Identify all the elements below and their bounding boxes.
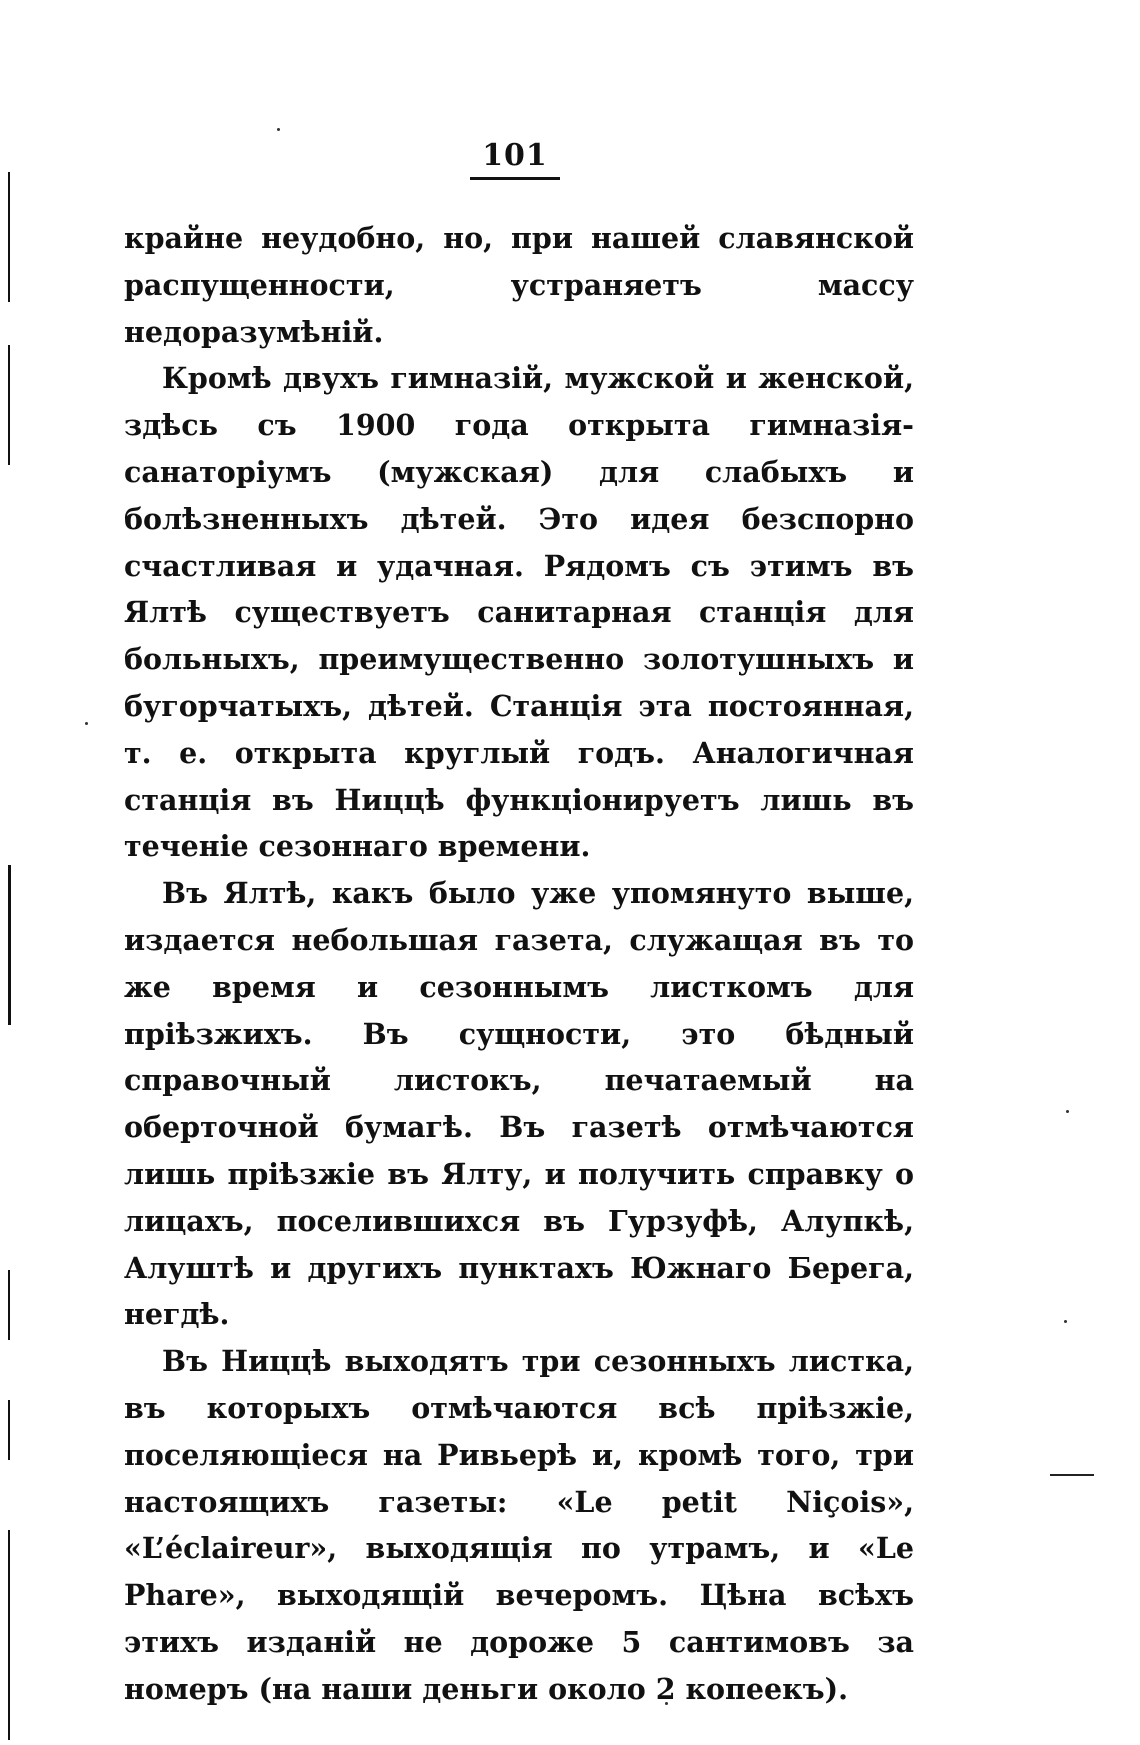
scan-edge-mark	[8, 1400, 10, 1460]
paragraph-continuation: крайне неудобно, но, при нашей славянской распущенности, устраняетъ массу недоразумѣній.	[124, 221, 914, 349]
paragraph-yalta-newspaper: Въ Ялтѣ, какъ было уже упомянуто выше, издается небольшая газета, служащая въ то же время и сезоннымъ листкомъ для пріѣзжихъ. Въ сущности, это бѣдный справочный листокъ, печатаемый на оберточной бумагѣ. Въ газетѣ отмѣчаются лишь пріѣзжіе въ Ялту, и получить справку о лицахъ, поселившихся въ Гурзуфѣ, Алупкѣ, Алуштѣ и другихъ пунктахъ Южнаго Берега, негдѣ.	[124, 876, 914, 1332]
page-number: 101	[470, 138, 560, 180]
scan-speck	[1064, 1320, 1067, 1323]
scan-speck	[277, 128, 280, 131]
scan-speck	[85, 722, 88, 725]
paragraph-gymnasiums: Кромѣ двухъ гимназій, мужской и женской, здѣсь съ 1900 года открыта гимназія-санаторіумъ (мужская) для слабыхъ и болѣзненныхъ дѣтей. Это идея безспорно счастливая и удачная. Рядомъ съ этимъ въ Ялтѣ существуетъ санитарная станція для больныхъ, преимущественно золотушныхъ и бугорчатыхъ, дѣтей. Станція эта постоянная, т. е. открыта круглый годъ. Аналогичная станція въ Ниццѣ функціонируетъ лишь въ теченіе сезоннаго времени.	[124, 361, 914, 864]
scan-edge-mark	[8, 345, 10, 465]
body-text	[124, 215, 914, 1713]
scan-speck	[1066, 1110, 1069, 1113]
paragraph-nice-newspapers: Въ Ниццѣ выходятъ три сезонныхъ листка, въ которыхъ отмѣчаются всѣ пріѣзжіе, поселяющіеся на Ривьерѣ и, кромѣ того, три настоящихъ газеты: «Le petit Niçois», «L’éclaireur», выходящія по утрамъ, и «Le Phare», выходящій вечеромъ. Цѣна всѣхъ этихъ изданій не дороже 5 сантимовъ за номеръ (на наши деньги около 2 копеекъ).	[124, 1344, 914, 1706]
scan-edge-mark	[8, 1530, 10, 1740]
scan-edge-mark	[8, 172, 10, 302]
scan-dash-mark	[1050, 1474, 1094, 1476]
scan-edge-mark	[8, 865, 11, 1025]
scan-edge-mark	[8, 1270, 10, 1340]
